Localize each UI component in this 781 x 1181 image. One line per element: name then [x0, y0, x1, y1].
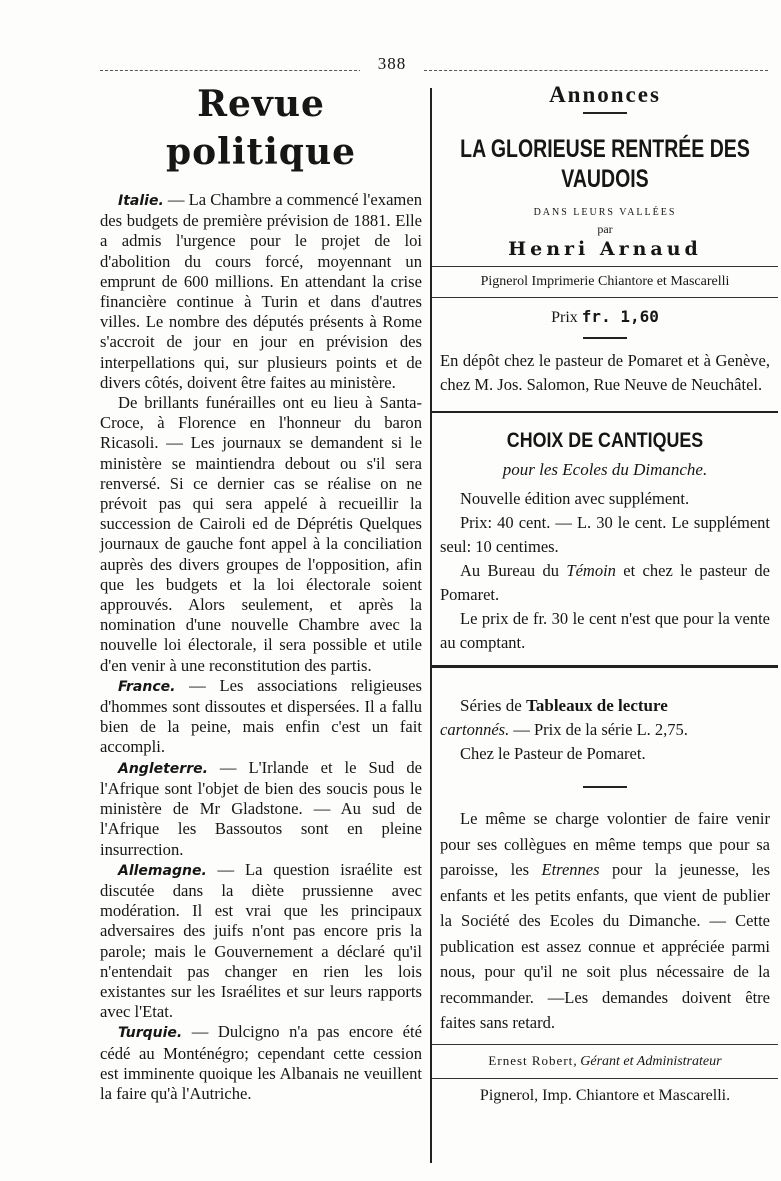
etrennes-text-italic: Etrennes: [541, 860, 600, 879]
revue-politique-heading: Revue politique: [165, 83, 357, 173]
news-item-italie: [100, 190, 422, 676]
book-author: Henri Arnaud: [508, 238, 702, 260]
news-country-allemagne: Allemagne.: [118, 862, 207, 879]
footer-gerant-name: Ernest Robert: [488, 1052, 574, 1068]
news-item-france: [100, 676, 422, 758]
news-item-turquie: [100, 1022, 422, 1104]
book-price: [440, 306, 770, 329]
footer-gerant-role: , Gérant et Administrateur: [573, 1053, 722, 1069]
series-line-2: Chez le Pasteur de Pomaret.: [460, 744, 646, 763]
column-divider: [430, 88, 432, 1163]
book-author-rule: [432, 266, 778, 267]
book-depot: En dépôt chez le pasteur de Pomaret et à Genève, chez M. Jos. Salomon, Rue Neuve de Neuchâtel.: [440, 351, 770, 394]
book-price-value: fr. 1,60: [581, 307, 659, 326]
news-country-france: France.: [118, 678, 176, 695]
annonces-heading: Annonces: [549, 82, 661, 107]
header-rule-right: [424, 70, 768, 71]
footer-rule-2: [432, 1078, 778, 1079]
footer-rule-1: [432, 1044, 778, 1045]
news-country-turquie: Turquie.: [118, 1025, 183, 1042]
book-price-prefix: Prix: [551, 309, 582, 326]
cantiques-line-1: Nouvelle édition avec supplément.: [460, 489, 690, 508]
news-item-allemagne: [100, 860, 422, 1023]
news-country-angleterre: Angleterre.: [118, 760, 208, 777]
book-printer-rule: [432, 297, 778, 298]
series-title-prefix: Séries de: [460, 696, 527, 715]
series-title-bold: Tableaux de lecture: [526, 696, 668, 715]
cantiques-subheading: pour les Ecoles du Dimanche.: [502, 460, 708, 479]
section-rule-1: [432, 411, 778, 413]
series-line-1: [440, 718, 770, 742]
series-line-1-rest: — Prix de la série L. 2,75.: [509, 720, 688, 739]
cantiques-line-3: [440, 559, 770, 607]
footer-gerant: [440, 1051, 770, 1072]
book-subtitle: DANS LEURS VALLÉES: [533, 207, 677, 218]
series-dash: [583, 786, 627, 788]
book-par: par: [597, 222, 613, 236]
cantiques-line-3-prefix: Au Bureau du: [460, 561, 567, 580]
page-number: 388: [360, 54, 424, 74]
series-title: [440, 694, 770, 718]
cantiques-line-2: Prix: 40 cent. — L. 30 le cent. Le supplément seul: 10 centimes.: [440, 513, 770, 556]
cantiques-line-3-suffix: et chez le pasteur de Pomaret.: [440, 561, 770, 604]
section-rule-2: [432, 665, 778, 668]
header-rule-left: [100, 70, 362, 71]
news-country-italie: Italie.: [118, 193, 164, 209]
annonces-dash: [583, 112, 627, 114]
etrennes-text-suffix: pour la jeunesse, les enfants et les petits enfants, que vient de publier la Société des Ecoles du Dimanche. — Cette publication est assez connue et appréciée parmi nous, pour qu'il ne soit plus nécessaire de la recommander. —Les demandes doivent être faites sans retard.: [440, 860, 770, 1032]
news-text-italie: — La Chambre a commencé l'examen des budgets de première prévision de 1881. Elle a admis l'urgence pour le projet de loi d'abolition du cours forcé, moyennant un emprunt de 600 millions. En attendant la crise financière continue à Turin et dans d'autres villes. Le nombre des députés présents à Rome s'accroit de jour en jour en prévision des interpellations qui, sur plusieurs points et de divers côtés, doivent être faites au ministère.: [100, 190, 423, 392]
news-text-allemagne: — La question israélite est discutée dans la diète prussienne avec modération. Il est vrai que les principaux adversaires des juifs n'ont pas encore pris la parole; mais le Gouvernement a déclaré qu'il n'entendait pas changer en rien les lois existantes sur les Israélites et sur leurs rapports avec l'Etat.: [100, 859, 422, 1022]
right-column: [440, 80, 770, 1107]
etrennes-text-prefix: Le même se charge volontier de faire venir pour ses collègues en même temps que pour sa paroisse, les: [440, 809, 770, 879]
series-line-1-italic: cartonnés.: [440, 720, 510, 739]
news-text-italie-2: De brillants funérailles ont eu lieu à Santa-Croce, à Florence en l'honneur du baron Ricasoli. — Les journaux se demandent si le ministère se maintiendra debout ou s'il sera renversé. Si ce dernier cas se réalise on ne prévoit pas qui sera appelé à recueillir la succession de Cairoli ed de Déprétis Quelques journaux de gauche font appel à la conciliation auprès des divers groupes de l'opposition, afin que les budgets et la loi électorale soient approuvés. Alors seulement, et après la nomination d'une nouvelle Chambre avec la nouvelle loi électorale, il sera possible et utile d'en venir à une reconstitution des partis.: [100, 393, 422, 675]
news-text-france: — Les associations religieuses d'hommes sont dissoutes et dispersées. Il a fallu bien de la peine, mais enfin c'est un fait accompli.: [100, 675, 422, 757]
book-title: LA GLORIEUSE RENTRÉE DES VAUDOIS: [460, 135, 750, 193]
footer-imprimerie: Pignerol, Imp. Chiantore et Mascarelli.: [479, 1086, 731, 1104]
etrennes-text: [440, 806, 770, 1036]
news-item-angleterre: [100, 758, 422, 860]
left-column: [100, 80, 422, 1104]
news-text-turquie: — Dulcigno n'a pas encore été cédé au Monténégro; cependant cette cession est imminente quoique les Albanais ne veuillent la faire qu'à l'Autriche.: [100, 1022, 422, 1103]
news-text-angleterre: — L'Irlande et le Sud de l'Afrique sont l'objet de bien des soucis pous le ministère de Mr Gladstone. — Au sud de l'Afrique les Bassoutos sont en pleine insurrection.: [100, 757, 422, 859]
book-printer: Pignerol Imprimerie Chiantore et Mascarelli: [480, 274, 730, 289]
book-price-dash: [583, 337, 627, 339]
cantiques-heading: CHOIX DE CANTIQUES: [506, 429, 704, 452]
cantiques-line-4: Le prix de fr. 30 le cent n'est que pour la vente au comptant.: [440, 609, 770, 652]
cantiques-line-3-italic: Témoin: [566, 561, 616, 580]
